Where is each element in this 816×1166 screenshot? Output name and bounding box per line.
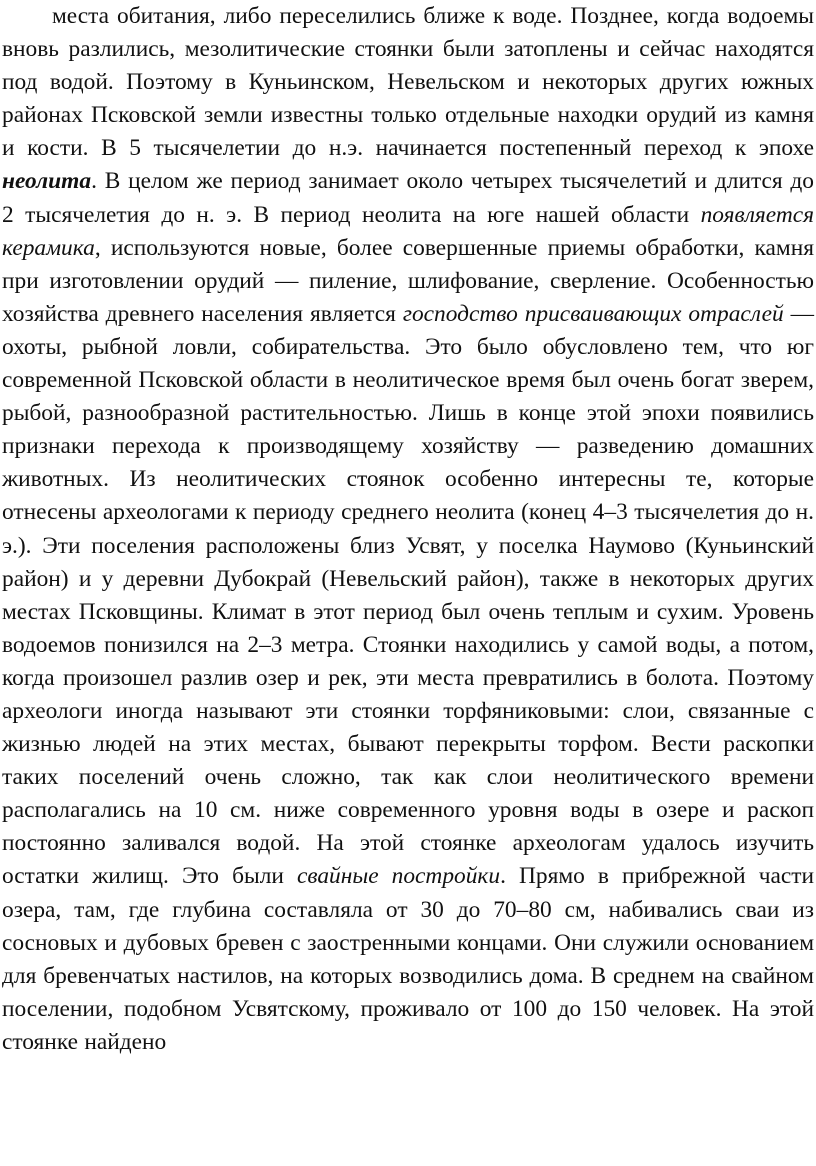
text-run: места обитания, либо переселились ближе к воде. Позднее, когда водоемы вновь разлились, мезолитические стоянки были затоплены и сейчас находятся под водой. Поэтому в Куньинском, Невельском и некоторых других южных районах Псковской земли известны только отдельные находки орудий из камня и кости. В 5 тысячелетии до н.э. начинается постепенный переход к эпохе — [2, 3, 814, 162]
body-paragraph — [2, 0, 814, 1059]
emphasis-neolithic: неолита — [2, 168, 92, 195]
emphasis-appropriating-branches: господство присваивающих отраслей — [402, 300, 784, 327]
text-run: , используются новые, более совершенные приемы обработки, камня при изготовлении орудий — пиление, шлифование, сверление. Особенностью хозяйства древнего населения является — [2, 234, 814, 327]
emphasis-pile-dwellings: свайные постройки — [296, 863, 501, 890]
text-run: . В целом же период занимает около четырех тысячелетий и длится до 2 тысячелетия до н. э. В период неолита на юге нашей области — [2, 168, 814, 228]
text-run: . Прямо в прибрежной части озера, там, где глубина составляла от 30 до 70–80 см, набивались сваи из сосновых и дубовых бревен с заостренными концами. Они служили основанием для бревенчатых настилов, на которых возводились дома. В среднем на свайном поселении, подобном Усвятскому, проживало от 100 до 150 человек. На этой стоянке найдено — [2, 863, 815, 1055]
emphasis-ceramics: появляется керамика — [2, 201, 814, 261]
text-run: — охоты, рыбной ловли, собирательства. Это было обусловлено тем, что юг современной Псковской области в неолитическое время был очень богат зверем, рыбой, разнообразной растительностью. Лишь в конце этой эпохи появились признаки перехода к производящему хозяйству — разведению домашних животных. Из неолитических стоянок особенно интересны те, которые отнесены археологами к периоду среднего неолита (конец 4–3 тысячелетия до н. э.). Эти поселения расположены близ Усвят, у поселка Наумово (Куньинский район) и у деревни Дубокрай (Невельский район), также в некоторых других местах Псковщины. Климат в этот период был очень теплым и сухим. Уровень водоемов понизился на 2–3 метра. Стоянки находились у самой воды, а потом, когда произошел разлив озер и рек, эти места превратились в болота. Поэтому археологи иногда называют эти стоянки торфяниковыми: слои, связанные с жизнью людей на этих местах, бывают перекрыты торфом. Вести раскопки таких поселений очень сложно, так как слои неолитического времени располагались на 10 см. ниже современного уровня воды в озере и раскоп постоянно заливался водой. На этой стоянке археологам удалось изучить остатки жилищ. Это были — [2, 300, 814, 890]
